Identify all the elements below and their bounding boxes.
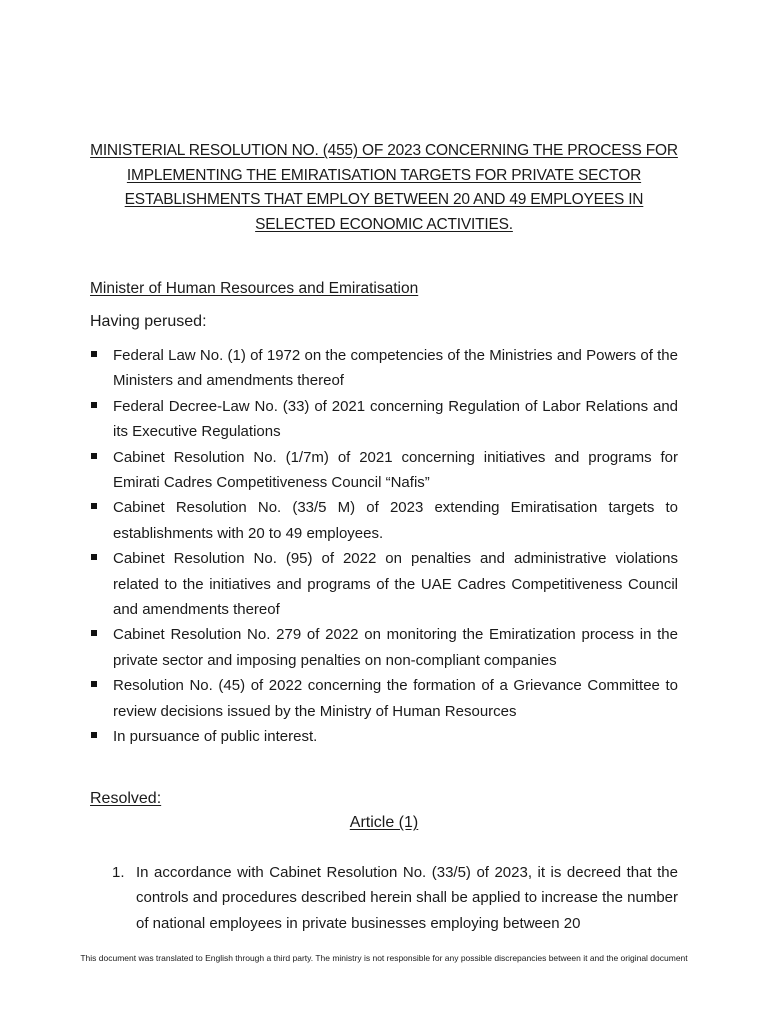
article-heading-text: Article (1) [349, 814, 419, 831]
article-heading [0, 814, 768, 832]
resolved-heading: Resolved: [90, 790, 162, 807]
list-item [90, 495, 678, 546]
list-item-text: Resolution No. (45) of 2022 concerning the formation of a Grievance Committee to review decisions issued by the Ministry of Human Resources [113, 677, 678, 720]
list-item [90, 343, 678, 394]
resolution-title [88, 139, 680, 237]
list-item-text: Cabinet Resolution No. (1/7m) of 2021 concerning initiatives and programs for Emirati Cadres Competitiveness Council “Nafis” [113, 448, 678, 492]
translation-disclaimer: This document was translated to English through a third party. The ministry is not responsible for any possible discrepancies between it and the original document [80, 953, 688, 963]
square-bullet-icon [91, 554, 97, 560]
list-item-text: Federal Decree-Law No. (33) of 2021 concerning Regulation of Labor Relations and its Executive Regulations [113, 397, 678, 441]
list-item [90, 546, 678, 622]
list-item [90, 724, 678, 749]
square-bullet-icon [91, 503, 97, 509]
list-item [90, 394, 678, 445]
square-bullet-icon [91, 402, 97, 408]
minister-heading: Minister of Human Resources and Emiratisation [90, 280, 419, 297]
square-bullet-icon [91, 732, 97, 738]
perused-list [90, 343, 678, 750]
list-item-number: 1. [112, 864, 125, 881]
resolution-title-text: MINISTERIAL RESOLUTION NO. (455) OF 2023 CONCERNING THE PROCESS FOR IMPLEMENTING THE EMIRATISATION TARGETS FOR PRIVATE SECTOR ESTABLISHMENTS THAT EMPLOY BETWEEN 20 AND 49 EMPLOYEES IN SELECTED ECONOMIC ACTIVITIES. [90, 142, 678, 233]
list-item [90, 622, 678, 673]
list-item [90, 673, 678, 724]
list-item-text: In accordance with Cabinet Resolution No. (33/5) of 2023, it is decreed that the controls and procedures described herein shall be applied to increase the number of national employees in private businesses employing between 20 [136, 864, 678, 932]
article-list [112, 860, 678, 936]
square-bullet-icon [91, 453, 97, 459]
having-perused-heading: Having perused: [90, 313, 207, 330]
list-item-text: Cabinet Resolution No. 279 of 2022 on monitoring the Emiratization process in the private sector and imposing penalties on non-compliant companies [113, 626, 678, 669]
square-bullet-icon [91, 351, 97, 357]
list-item-text: Federal Law No. (1) of 1972 on the competencies of the Ministries and Powers of the Ministers and amendments thereof [113, 347, 678, 390]
square-bullet-icon [91, 630, 97, 636]
list-item [112, 860, 678, 936]
list-item-text: In pursuance of public interest. [113, 728, 318, 746]
list-item-text: Cabinet Resolution No. (33/5 M) of 2023 extending Emiratisation targets to establishments with 20 to 49 employees. [113, 499, 678, 542]
square-bullet-icon [91, 681, 97, 687]
list-item [90, 445, 678, 496]
list-item-text: Cabinet Resolution No. (95) of 2022 on penalties and administrative violations related to the initiatives and programs of the UAE Cadres Competitiveness Council and amendments thereof [113, 550, 678, 619]
